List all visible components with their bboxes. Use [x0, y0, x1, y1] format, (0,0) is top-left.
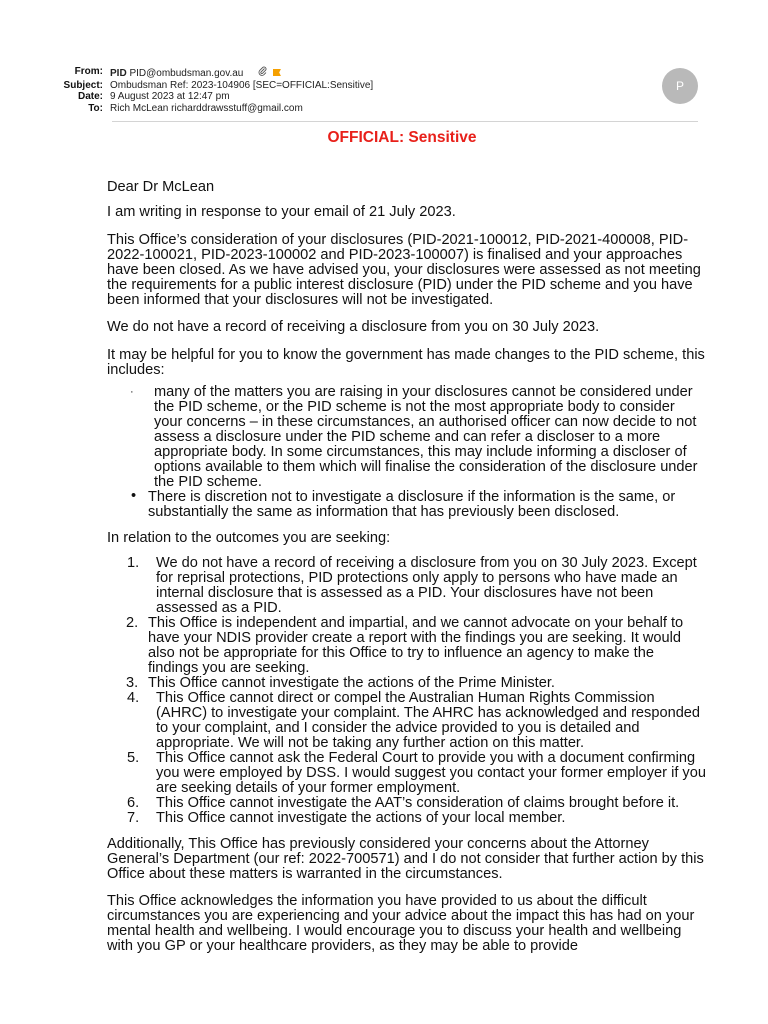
list-number: 7. [127, 809, 140, 826]
list-number: 3. [126, 674, 139, 691]
list-item [107, 691, 707, 751]
bullet-marker: · [130, 386, 134, 398]
paragraph-3: We do not have a record of receiving a disclosure from you on 30 July 2023. [107, 319, 600, 335]
list-number: 2. [126, 614, 139, 631]
list-item-text: This Office cannot ask the Federal Court to provide you with a document confirming you were employed by DSS. I would suggest you contact your former employer if you are seeking details of your former employment. [156, 749, 706, 796]
list-item [107, 811, 707, 826]
header-divider [112, 121, 698, 122]
list-number: 5. [127, 749, 140, 766]
sender-avatar[interactable]: P [662, 68, 698, 104]
list-number: 4. [127, 689, 140, 706]
list-item-text: This Office cannot investigate the actions of the Prime Minister. [148, 674, 555, 691]
list-item [107, 751, 707, 796]
date-value: 9 August 2023 at 12:47 pm [110, 91, 230, 103]
list-item [107, 556, 707, 616]
sender-name[interactable]: PID [110, 68, 127, 79]
recipient[interactable]: Rich McLean richarddrawsstuff@gmail.com [110, 102, 303, 114]
list-number: 6. [127, 794, 140, 811]
paragraph-6: Additionally, This Office has previously considered your concerns about the Attorney General’s Department (our ref: 2022-700571) and I do not consider that further action by this Office about these matters is warranted in the circumstances. [107, 835, 704, 882]
paragraph-4: It may be helpful for you to know the government has made changes to the PID scheme, this includes: [107, 346, 705, 378]
list-item-text: There is discretion not to investigate a disclosure if the information is the same, or substantially the same as information that has previously been disclosed. [148, 489, 676, 520]
pid-changes-list [107, 385, 707, 520]
paragraph-5: In relation to the outcomes you are seeking: [107, 530, 391, 546]
list-number: 1. [127, 554, 140, 571]
security-classification: OFFICIAL: Sensitive [327, 129, 477, 146]
list-item [107, 490, 707, 520]
list-item-text: This Office is independent and impartial, and we cannot advocate on your behalf to have your NDIS provider create a report with the findings you are seeking. It would also not be appropriate for this Office to try to influence an agency to make the findings you are seeking. [148, 614, 684, 676]
to-row [0, 103, 768, 115]
paperclip-icon[interactable] [258, 66, 267, 80]
from-row [0, 66, 768, 80]
flag-icon[interactable] [273, 69, 281, 76]
list-item-text: This Office cannot investigate the AAT’s consideration of claims brought before it. [156, 794, 680, 811]
date-row [0, 91, 768, 103]
list-item-text: many of the matters you are raising in your disclosures cannot be considered under the PID scheme, or the PID scheme is not the most appropriate body to consider your concerns – in these circumstances, an authorised officer can now decide to not assess a disclosure under the PID scheme and can refer a discloser to a more appropriate body. In some circumstances, this may include informing a discloser of options available to them which will finalise the consideration of the disclosure under the PID scheme. [154, 384, 698, 490]
list-item-text: We do not have a record of receiving a disclosure from you on 30 July 2023. Except for reprisal protections, PID protections only apply to persons who have made an internal disclosure that is assessed as a PID. Your disclosures have not been assessed as a PID. [156, 554, 697, 616]
paragraph-7: This Office acknowledges the information you have provided to us about the difficult circumstances you are experiencing and your advice about the impact this has had on your mental health and wellbeing. I would encourage you to discuss your health and wellbeing with you GP or your healthcare providers, as they may be able to provide [107, 893, 695, 954]
paragraph-1: I am writing in response to your email of 21 July 2023. [107, 204, 456, 220]
sender-email[interactable]: PID@ombudsman.gov.au [129, 68, 244, 79]
email-header [0, 66, 768, 114]
list-item [107, 616, 707, 676]
list-item [107, 385, 707, 490]
from-label: From: [74, 66, 103, 77]
to-label: To: [88, 102, 103, 114]
outcomes-list [107, 556, 707, 826]
bullet-marker: • [131, 488, 137, 504]
list-item [107, 676, 707, 691]
paragraph-2: This Office’s consideration of your disclosures (PID-2021-100012, PID-2021-400008, PID-2022-100021, PID-2023-100002 and PID-2023-100007) is finalised and your approaches have been closed. As we have advised you, your disclosures were assessed as not meeting the requirements for a public interest disclosure (PID) under the PID scheme and you have been informed that your disclosures will not be investigated. [107, 231, 701, 308]
subject-value: Ombudsman Ref: 2023-104906 [SEC=OFFICIAL:Sensitive] [110, 79, 374, 91]
subject-row [0, 80, 768, 92]
date-label: Date: [77, 91, 103, 103]
list-item-text: This Office cannot direct or compel the Australian Human Rights Commission (AHRC) to investigate your complaint. The AHRC has acknowledged and responded to your complaint, and I consider the advice provided to you is detailed and appropriate. We will not be taking any further action on this matter. [156, 689, 701, 751]
salutation: Dear Dr McLean [107, 179, 215, 195]
list-item-text: This Office cannot investigate the actions of your local member. [156, 809, 566, 826]
email-body [107, 180, 707, 967]
list-item [107, 796, 707, 811]
subject-label: Subject: [63, 79, 103, 91]
